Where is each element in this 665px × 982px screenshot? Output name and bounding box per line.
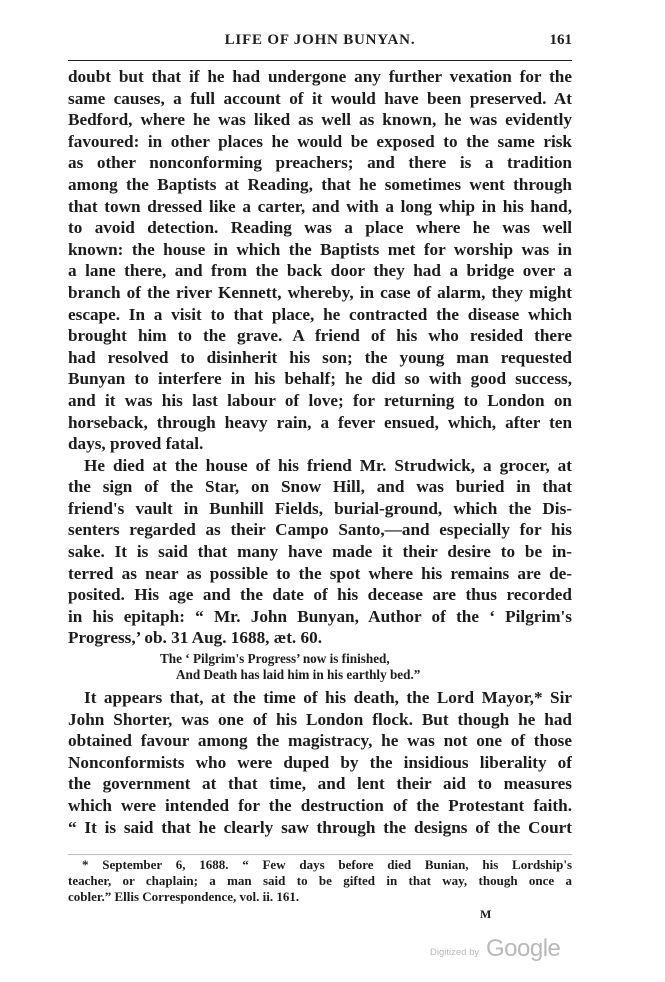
text-line: Bunyan to interfere in his behalf; he did so with good success, <box>68 369 572 389</box>
text-line: horseback, through heavy rain, a fever ensued, which, after ten <box>68 412 572 432</box>
text-line: posited. His age and the date of his decease are thus recorded <box>68 585 572 605</box>
footnote-line: teacher, or chaplain; a man said to be gifted in that way, though once a <box>68 873 572 888</box>
watermark-small-text: Digitized by <box>430 947 480 958</box>
paragraph-3 <box>68 687 572 838</box>
paragraph-2 <box>68 455 572 649</box>
footnote-rule <box>68 854 572 855</box>
text-line: that town dressed like a carter, and with a long whip in his hand, <box>68 196 572 216</box>
text-line: had resolved to disinherit his son; the young man requested <box>68 347 572 367</box>
text-line: escape. In a visit to that place, he contracted the disease which <box>68 304 572 324</box>
epitaph-verse <box>68 651 572 683</box>
footnote-line: cobler.” Ellis Correspondence, vol. ii. 161. <box>68 889 300 904</box>
text-line: among the Baptists at Reading, that he sometimes went through <box>68 174 572 194</box>
verse-line: And Death has laid him in his earthly bed.” <box>176 667 421 683</box>
text-line: friend's vault in Bunhill Fields, burial-ground, which the Dis- <box>68 498 572 518</box>
text-line: sake. It is said that many have made it their desire to be in- <box>68 542 572 562</box>
text-line: the government at that time, and lent their aid to measures <box>68 774 572 794</box>
text-line: to avoid detection. Reading was a place where he was well <box>68 218 572 238</box>
page-number: 161 <box>549 32 572 48</box>
text-line: doubt but that if he had undergone any further vexation for the <box>68 67 572 86</box>
text-line: in his epitaph: “ Mr. John Bunyan, Author of the ‘ Pilgrim's <box>68 606 572 626</box>
text-line: terred as near as possible to the spot where his remains are de- <box>68 563 572 583</box>
text-line: John Shorter, was one of his London flock. But though he had <box>68 709 572 729</box>
text-line: known: the house in which the Baptists met for worship was in <box>68 239 572 259</box>
text-line: branch of the river Kennett, whereby, in case of alarm, they might <box>68 282 572 302</box>
text-line: He died at the house of his friend Mr. Strudwick, a grocer, at <box>84 455 572 475</box>
text-line: Nonconformists who were duped by the insidious liberality of <box>68 752 572 772</box>
header-rule <box>68 60 572 61</box>
text-line: It appears that, at the time of his death, the Lord Mayor,* Sir <box>84 688 572 708</box>
text-line: “ It is said that he clearly saw through the designs of the Court <box>68 817 572 837</box>
watermark-logo-text: Google <box>486 935 561 962</box>
text-line: which were intended for the destruction of the Protestant faith. <box>68 796 572 815</box>
text-line: Bedford, where he was liked as well as known, he was evidently <box>68 110 572 130</box>
text-line: brought him to the grave. A friend of his who resided there <box>68 326 572 346</box>
running-title: LIFE OF JOHN BUNYAN. <box>224 32 416 48</box>
text-line: same causes, a full account of it would have been preserved. At <box>68 88 572 108</box>
footnote <box>68 857 572 905</box>
body-text <box>68 66 572 838</box>
text-line: obtained favour among the magistracy, he was not one of those <box>68 731 572 751</box>
running-head <box>68 32 572 54</box>
text-line: a lane there, and from the back door they had a bridge over a <box>68 261 572 281</box>
text-line: and it was his last labour of love; for returning to London on <box>68 390 572 410</box>
signature-mark: M <box>480 907 492 921</box>
footnote-line: * September 6, 1688. “ Few days before died Bunian, his Lordship's <box>82 857 572 872</box>
digitization-watermark <box>430 935 570 965</box>
text-line: as other nonconforming preachers; and there is a tradition <box>68 153 572 173</box>
paragraph-1 <box>68 66 572 455</box>
verse-line: The ‘ Pilgrim's Progress’ now is finished, <box>160 651 390 667</box>
text-line: Progress,’ ob. 31 Aug. 1688, æt. 60. <box>68 628 322 648</box>
text-line: senters regarded as their Campo Santo,—and especially for his <box>68 520 572 540</box>
text-line: favoured: in other places he would be exposed to the same risk <box>68 131 572 151</box>
text-line: days, proved fatal. <box>68 434 204 454</box>
text-line: the sign of the Star, on Snow Hill, and was buried in that <box>68 477 572 497</box>
